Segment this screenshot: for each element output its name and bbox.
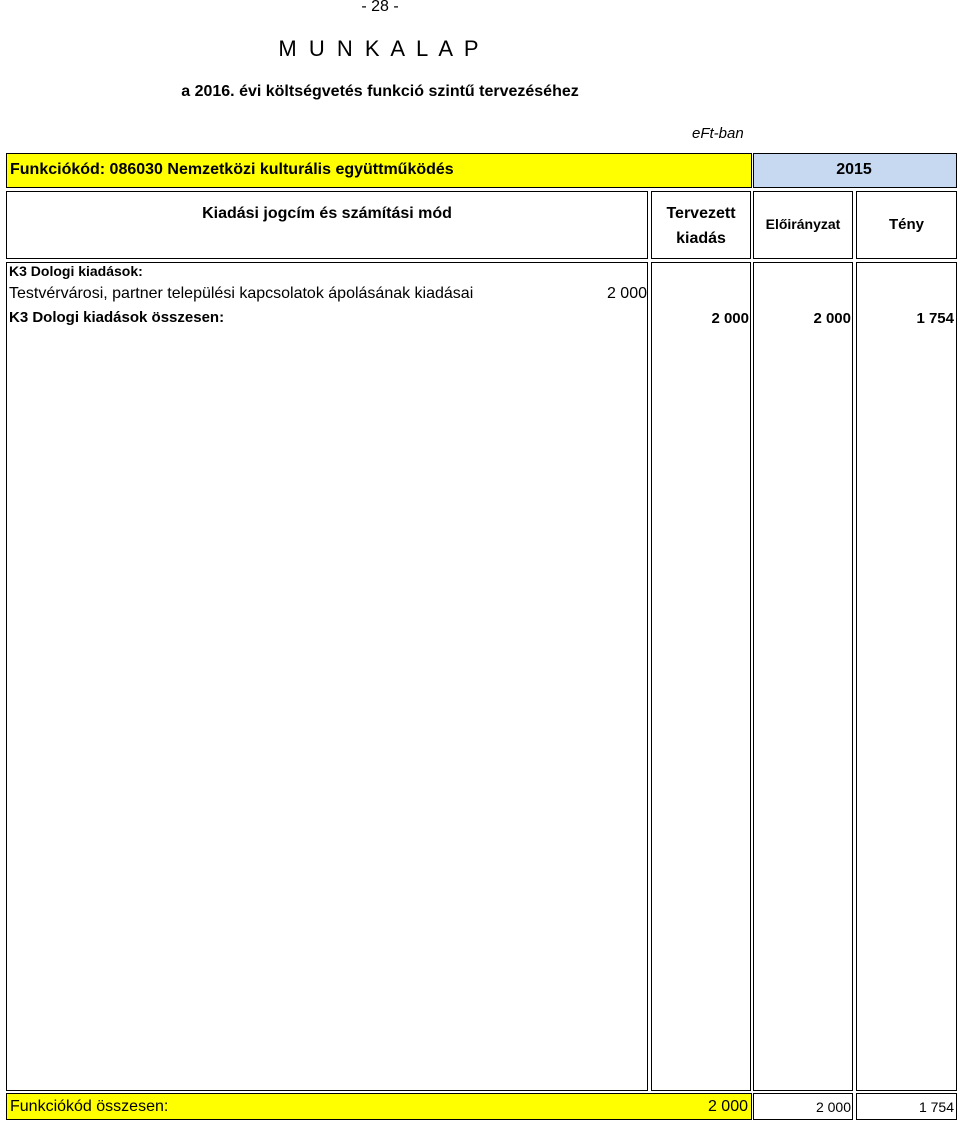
- body-actual-column: [856, 262, 957, 1091]
- header-planned: [651, 191, 751, 259]
- row-item-value: 2 000: [606, 285, 647, 302]
- page-title: M U N K A L A P: [278, 36, 482, 61]
- row-k3-total-appropriation: 2 000: [813, 310, 851, 327]
- body-appropriation-column: [753, 262, 853, 1091]
- footer-appropriation-cell: [753, 1093, 853, 1120]
- year-label: 2015: [836, 161, 872, 178]
- page-subtitle: a 2016. évi költségvetés funkció szintű tervezéséhez: [181, 83, 579, 100]
- row-k3-heading: K3 Dologi kiadások:: [9, 263, 143, 279]
- header-appropriation-label: Előirányzat: [765, 216, 841, 232]
- footer-total-planned: 2 000: [707, 1098, 748, 1115]
- unit-label: eFt-ban: [692, 125, 744, 142]
- header-appropriation: [753, 191, 853, 259]
- header-actual: [856, 191, 957, 259]
- footer-actual-cell: [856, 1093, 957, 1120]
- row-k3-total-label: K3 Dologi kiadások összesen:: [9, 309, 225, 326]
- year-cell: [753, 153, 957, 188]
- header-description-label: Kiadási jogcím és számítási mód: [202, 205, 452, 222]
- footer-total-appropriation: 2 000: [815, 1099, 851, 1115]
- function-code-cell: [6, 153, 752, 188]
- header-actual-label: Tény: [888, 216, 924, 233]
- body-description-column: [6, 262, 648, 1091]
- header-planned-line1: Tervezett: [666, 205, 736, 222]
- row-item-label: Testvérvárosi, partner települési kapcsolatok ápolásának kiadásai: [9, 285, 474, 302]
- row-k3-total-planned: 2 000: [711, 310, 749, 327]
- header-description: [6, 191, 648, 259]
- footer-total-actual: 1 754: [918, 1099, 954, 1115]
- row-k3-total-actual: 1 754: [916, 310, 954, 327]
- page-number: - 28 -: [361, 0, 399, 15]
- function-code-label: Funkciókód: 086030 Nemzetközi kulturális együttműködés: [10, 161, 454, 178]
- header-planned-line2: kiadás: [676, 230, 726, 247]
- footer-total-label: Funkciókód összesen:: [10, 1098, 169, 1115]
- footer-total-cell: [6, 1093, 752, 1120]
- body-planned-column: [651, 262, 751, 1091]
